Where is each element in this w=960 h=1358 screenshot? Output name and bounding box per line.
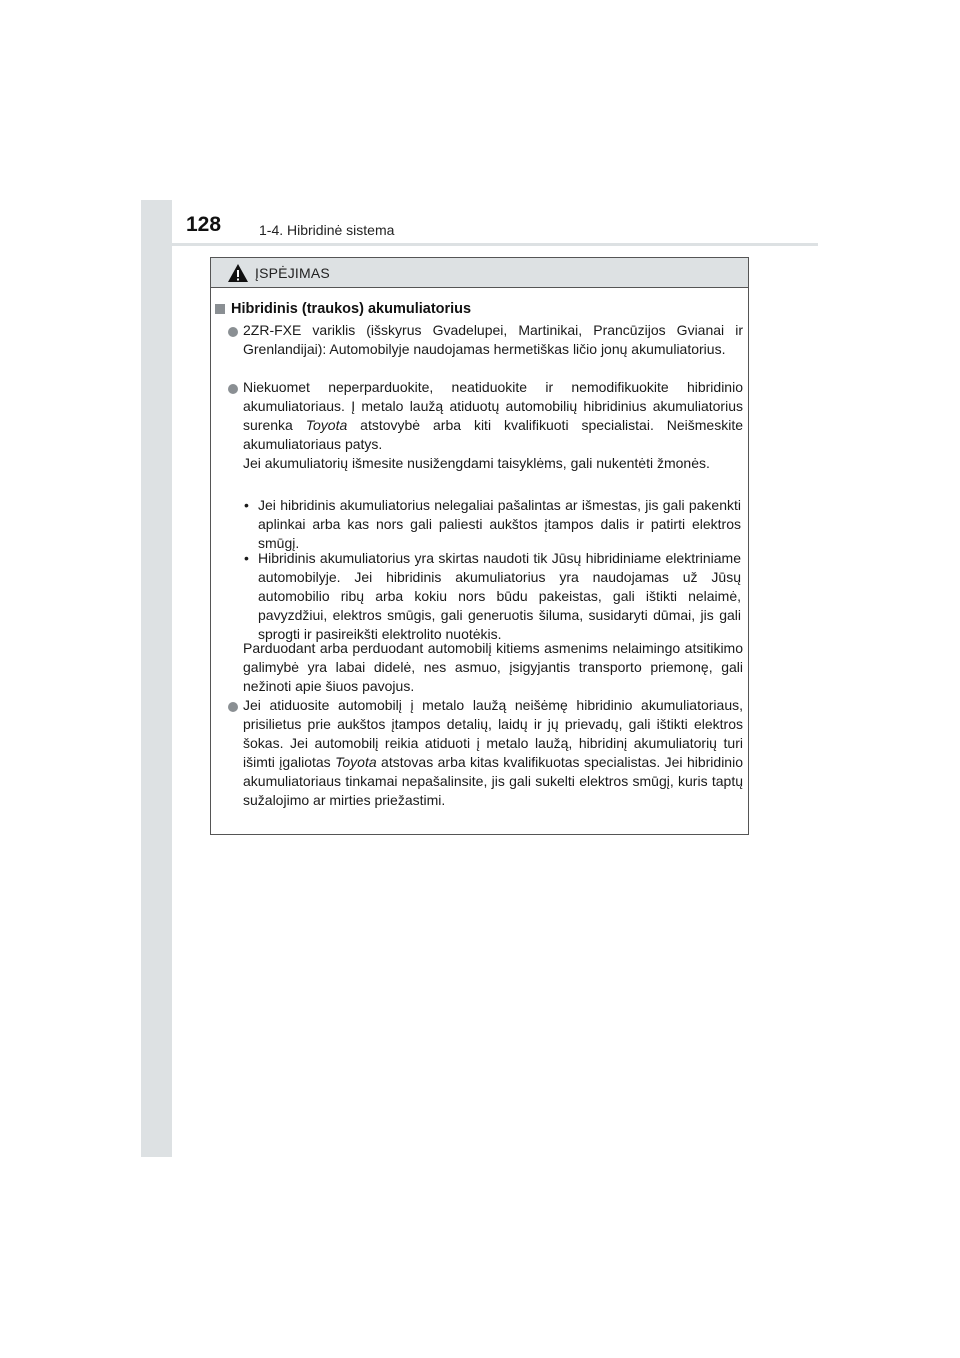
square-bullet-icon	[215, 304, 225, 314]
sub-bullet-item-1	[244, 496, 741, 553]
warning-header	[211, 258, 748, 288]
warning-triangle-icon	[227, 263, 249, 283]
sub-bullet-marker: •	[244, 550, 249, 566]
bullet-text-2-start: Niekuomet neperparduokite, neatiduokite ir nemodifikuokite hibridinio akumuliatoriaus. Į metalo laužą atiduotų automobilių hibridinius akumuliatorius surenka	[243, 379, 743, 433]
sale-paragraph: Parduodant arba perduodant automobilį kitiems asmenims nelaimingo atsitikimo galimybė yra labai didelė, nes asmuo, įsigyjantis transporto priemonę, gali nežinoti apie šiuos pavojus.	[243, 640, 743, 694]
bullet-text-2	[243, 378, 743, 454]
bullet-text-3-start: Jei atiduosite automobilį į metalo laužą neišėmę hibridinio akumuliatoriaus, prisilietus prie aukštos įtampos detalių, laidų ir jų prievadų, gali ištikti elektros šokas. Jei automobilį reikia atiduoti į metalo laužą, hibridinį akumuliatorių turi išimti įgaliotas	[243, 697, 743, 770]
bullet-text-3	[243, 696, 743, 810]
bullet-text-2-end: atstovybė arba kiti kvalifikuoti specialistai. Neišmeskite akumuliatoriaus patys.	[243, 417, 744, 452]
sub-bullet-text-2: Hibridinis akumuliatorius yra skirtas naudoti tik Jūsų hibridiniame elektriniame automobilyje. Jei hibridinis akumuliatorius yra naudojamas už Jūsų automobilio ribų arba kokiu nors būdu pakeistas, gali ištikti nelaimė, pavyzdžiui, elektros smūgis, gali generuotis šiluma, susidaryti dūmai, jis gali sprogti ir pasireikšti elektrolito nuotėkis.	[258, 550, 741, 642]
people-paragraph: Jei akumuliatorių išmesite nusižengdami taisyklėms, gali nukentėti žmonės.	[243, 455, 710, 471]
block-title	[215, 301, 471, 317]
brand-name: Toyota	[335, 754, 377, 770]
side-band	[141, 200, 172, 1157]
sub-bullet-item-2	[244, 549, 741, 644]
bullet-text-1: 2ZR-FXE variklis (išskyrus Gvadelupei, Martinikai, Prancūzijos Gvianai ir Grenlandijai): Automobilyje naudojamas hermetiškas ličio jonų akumuliatorius.	[243, 322, 743, 357]
warning-box	[210, 257, 749, 835]
dot-bullet-icon	[228, 702, 238, 712]
dot-bullet-icon	[228, 327, 238, 337]
section-title: 1-4. Hibridinė sistema	[259, 222, 395, 238]
bullet-text-3-end: atstovas arba kitas kvalifikuotas specialistas. Jei hibridinio akumuliatoriaus tinkamai nepašalinsite, jis gali sukelti elektros smūgį, kuris taptų sužalojimo ar mirties priežastimi.	[243, 754, 743, 808]
sub-bullet-text-1: Jei hibridinis akumuliatorius nelegaliai pašalintas ar išmestas, jis gali pakenkti aplinkai arba kas nors gali paliesti aukštos įtampos dalis ir patirti elektros smūgį.	[258, 497, 741, 551]
warning-title: ĮSPĖJIMAS	[255, 264, 330, 281]
sub-bullet-marker: •	[244, 497, 249, 513]
dot-bullet-icon	[228, 384, 238, 394]
header-rule	[172, 243, 818, 246]
page-number: 128	[186, 213, 222, 236]
brand-name: Toyota	[305, 417, 348, 433]
block-title-text: Hibridinis (traukos) akumuliatorius	[231, 301, 472, 317]
